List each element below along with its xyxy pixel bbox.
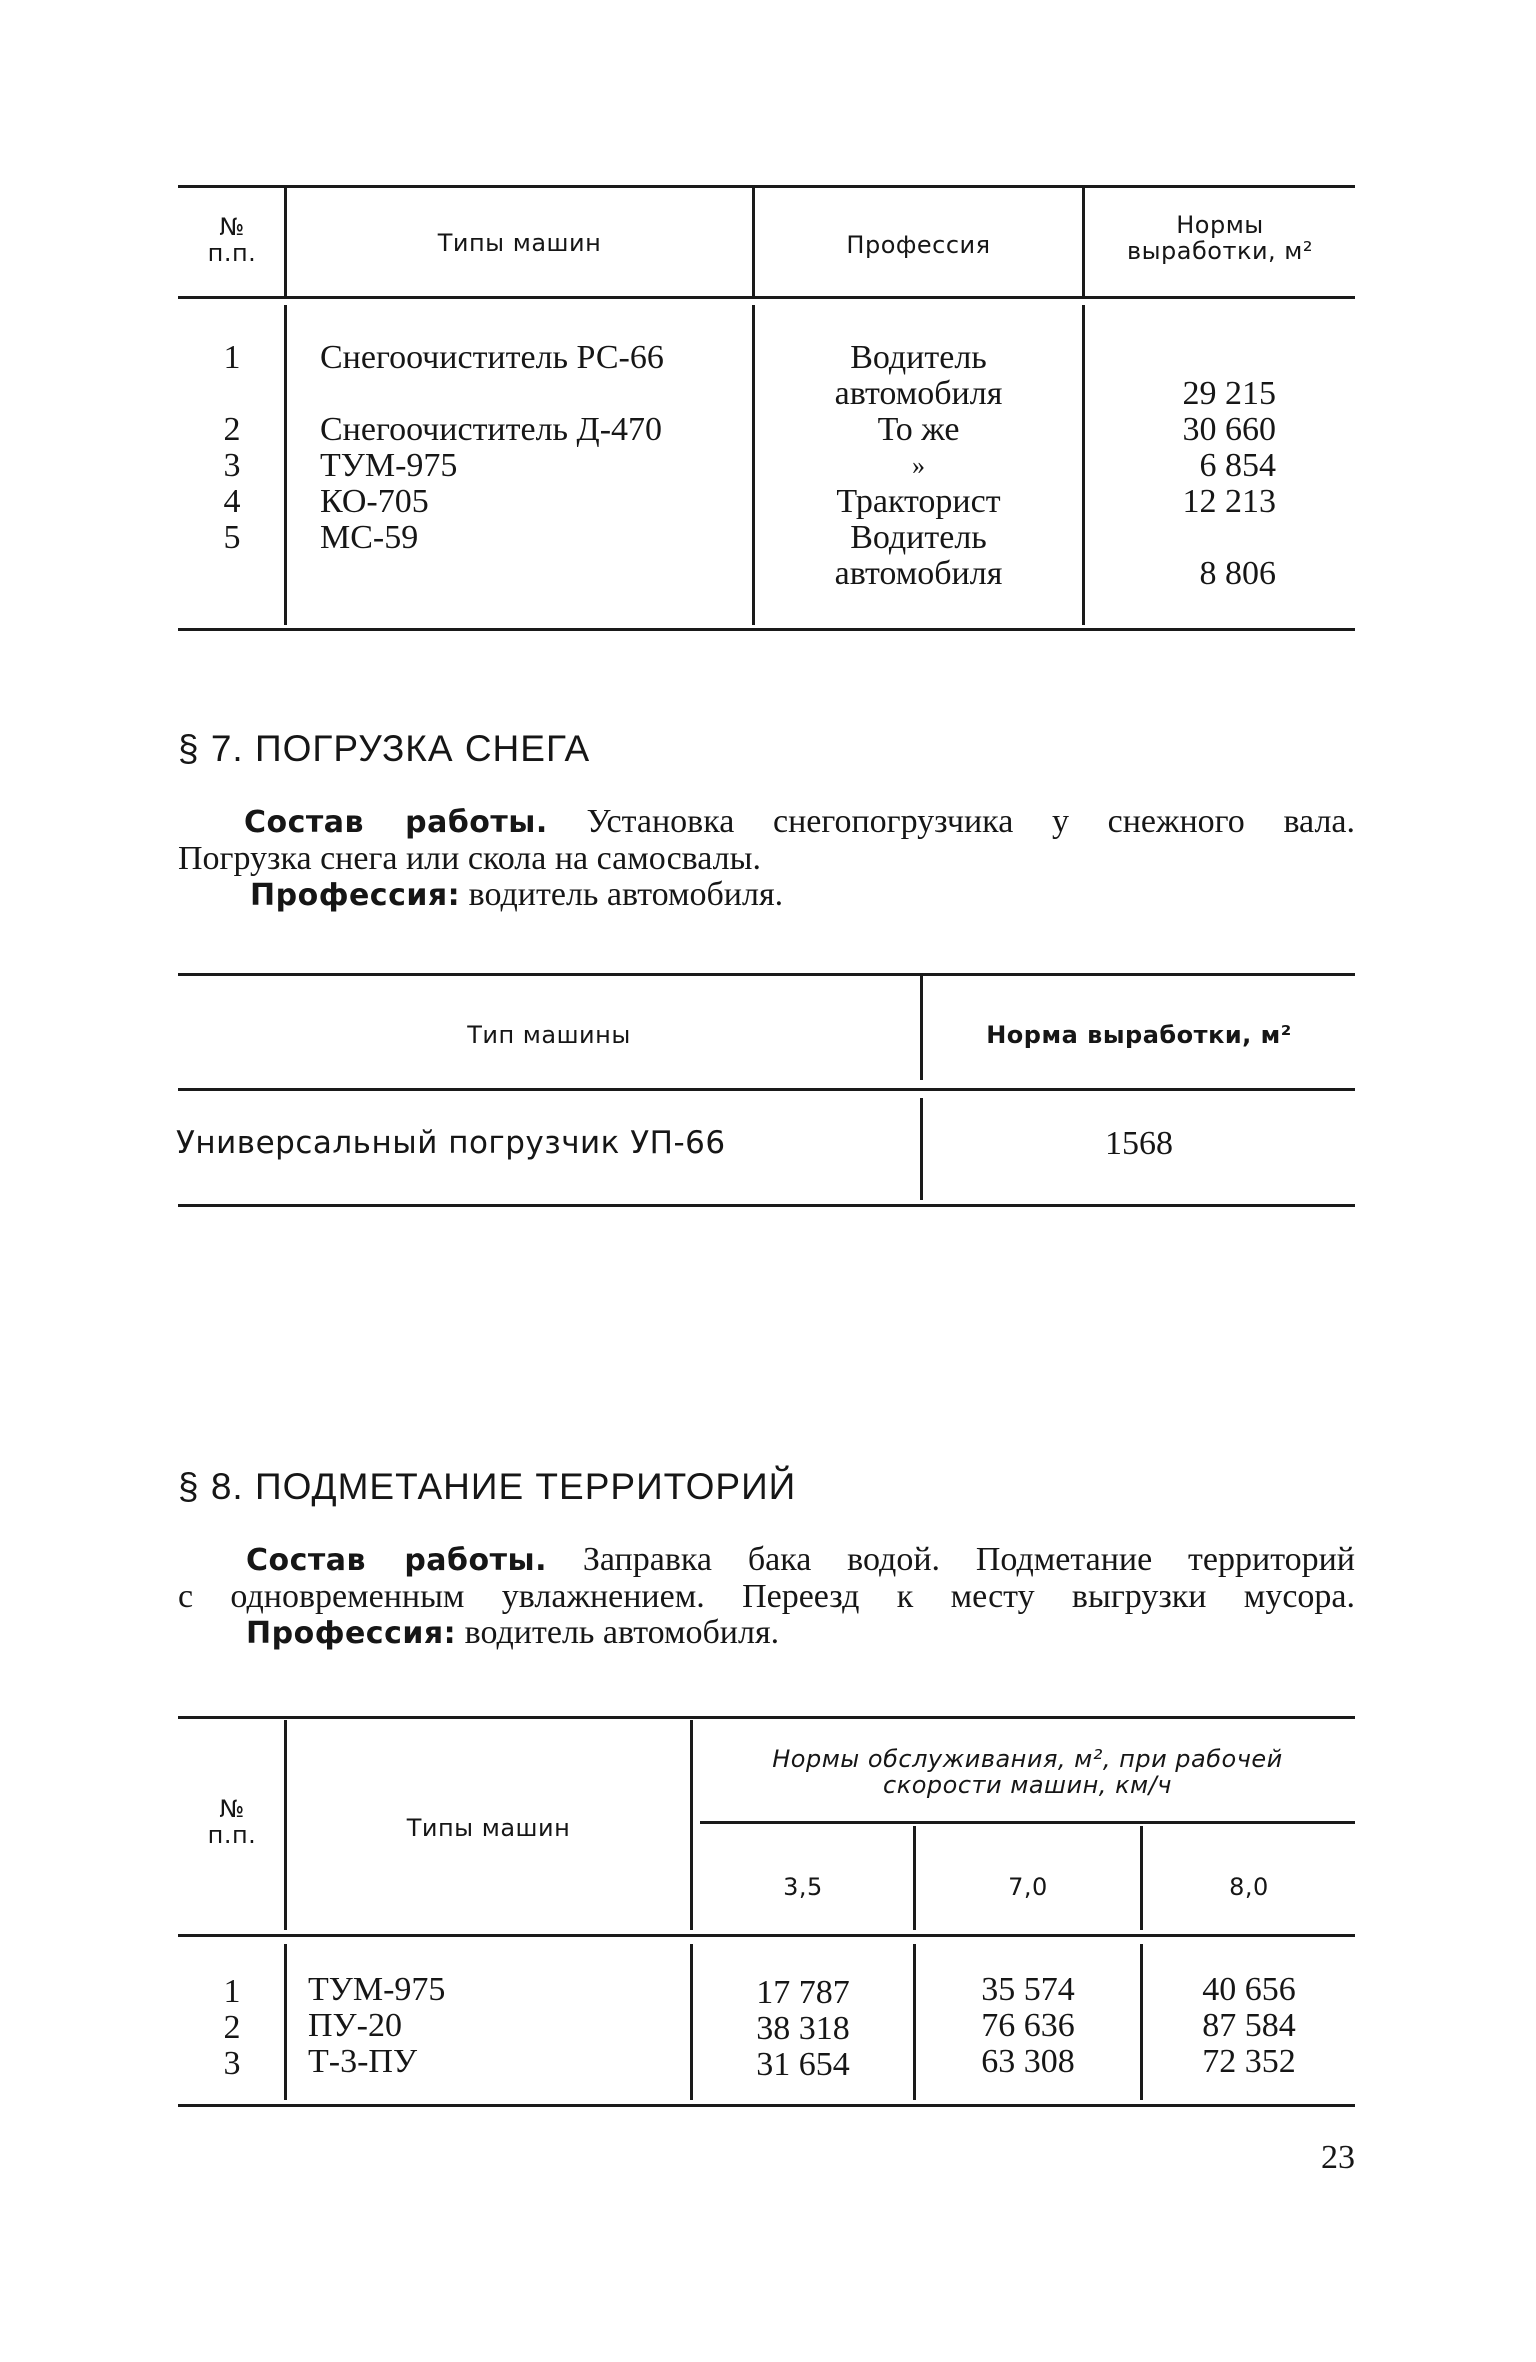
section-8-composition-label: Состав работы.: [246, 1543, 548, 1578]
table-1-row-number: 5: [223, 519, 241, 556]
table-3-row-number: 2: [223, 2009, 241, 2046]
section-7-composition-label: Состав работы.: [244, 805, 548, 840]
table-3-row-number: 3: [223, 2045, 241, 2082]
table-2-norm: 1568: [1105, 1125, 1173, 1162]
table-3-speed-8-0-column: [1143, 1972, 1355, 2080]
table-3-subheader-rule: [700, 1821, 1355, 1824]
table-3-value: 17 787: [756, 1974, 850, 2011]
table-3-value: 87 584: [1202, 2007, 1296, 2044]
table-3-speed-7-0-column: [916, 1972, 1140, 2080]
table-1-header-norm: Нормы выработки, м²: [1126, 211, 1314, 265]
table-1-machine: ТУМ-975: [320, 447, 458, 484]
table-3-value: 76 636: [981, 2007, 1075, 2044]
table-1-norm: 29 215: [1182, 375, 1276, 412]
section-7-profession-label: Профессия:: [250, 878, 461, 913]
table-1-top-rule: [178, 185, 1355, 188]
table-3-col-divider: [284, 1944, 287, 2100]
table-1-machine: Снегоочиститель Д-470: [320, 411, 663, 448]
table-3-value: 38 318: [756, 2010, 850, 2047]
table-3-header-speed: 3,5: [783, 1873, 823, 1901]
table-1-header-profession: Профессия: [846, 231, 991, 259]
table-3-row-number: 1: [223, 1973, 241, 2010]
section-8-composition-line-1: Заправка бака водой. Подметание территорий: [582, 1541, 1355, 1578]
table-1-col-divider: [284, 305, 287, 625]
table-3-top-rule: [178, 1716, 1355, 1719]
table-3-value: 40 656: [1202, 1971, 1296, 2008]
table-1-row-number: 2: [223, 411, 241, 448]
table-3-header-number: № п.п.: [207, 1795, 257, 1849]
table-1-norm: 6 854: [1199, 447, 1276, 484]
table-3-header-machine-type: Типы машин: [406, 1814, 571, 1842]
table-1-row-number: 1: [223, 339, 241, 376]
table-3-number-column: [180, 1974, 284, 2082]
table-1-profession: Водитель автомобиля: [834, 339, 1003, 412]
table-1-header-rule: [178, 296, 1355, 299]
table-1-profession: »: [912, 451, 925, 480]
table-3-machine-column: [308, 1972, 688, 2080]
table-1-norm: 8 806: [1199, 555, 1276, 592]
table-1-col-divider: [1082, 305, 1085, 625]
section-8-heading: § 8. ПОДМЕТАНИЕ ТЕРРИТОРИЙ: [178, 1466, 797, 1507]
section-7-heading: § 7. ПОГРУЗКА СНЕГА: [178, 728, 591, 769]
section-7-composition-line-1: Установка снегопогрузчика у снежного вала.: [586, 803, 1356, 840]
table-2-bottom-rule: [178, 1204, 1355, 1207]
table-1-machine: МС-59: [320, 519, 419, 556]
table-3-machine: ТУМ-975: [308, 1971, 446, 2008]
table-3-value: 31 654: [756, 2046, 850, 2083]
table-3-machine: Т-3-ПУ: [308, 2043, 418, 2080]
table-1-norm-column: [1090, 376, 1276, 592]
section-8-composition-line-2: с одновременным увлажнением. Переезд к месту выгрузки мусора.: [178, 1578, 1355, 1615]
table-2-machine: Универсальный погрузчик УП-66: [176, 1125, 726, 1161]
table-1-number-column: [180, 340, 284, 556]
page-number: 23: [1321, 2139, 1355, 2176]
table-2-header-norm: Норма выработки, м²: [986, 1021, 1292, 1049]
table-1-machine: Снегоочиститель РС-66: [320, 339, 664, 376]
table-3-machine: ПУ-20: [308, 2007, 402, 2044]
section-8-profession-label: Профессия:: [246, 1616, 457, 1651]
section-7-profession-text: водитель автомобиля.: [468, 876, 784, 913]
section-7-composition-line-2: Погрузка снега или скола на самосвалы.: [178, 840, 761, 877]
table-3-value: 63 308: [981, 2043, 1075, 2080]
table-3-header-rule: [178, 1934, 1355, 1937]
table-2-header-rule: [178, 1088, 1355, 1091]
table-2-top-rule: [178, 973, 1355, 976]
table-1-profession-column: [755, 340, 1082, 592]
table-3-speed-3-5-column: [693, 1975, 913, 2083]
section-8-text: [178, 1542, 1355, 1652]
section-8-profession-text: водитель автомобиля.: [464, 1614, 780, 1651]
table-1-row-number: 3: [223, 447, 241, 484]
table-2-header-machine-type: Тип машины: [467, 1021, 631, 1049]
table-1-machine-column: [320, 340, 745, 556]
table-1-header-number: № п.п.: [207, 213, 257, 267]
table-1-profession: То же: [877, 411, 960, 448]
table-1-header-machine-type: Типы машин: [437, 229, 602, 257]
table-3-bottom-rule: [178, 2104, 1355, 2107]
table-3-header-speed: 8,0: [1229, 1873, 1269, 1901]
table-1-profession: Водитель автомобиля: [834, 519, 1003, 592]
table-3-header-service-norms: Нормы обслуживания, м², при рабочей скорости машин, км/ч: [772, 1745, 1283, 1799]
table-3-value: 72 352: [1202, 2043, 1296, 2080]
table-3-header-speed: 7,0: [1008, 1873, 1048, 1901]
table-1-row-number: 4: [223, 483, 241, 520]
table-1-norm: 12 213: [1182, 483, 1276, 520]
table-3-value: 35 574: [981, 1971, 1075, 2008]
table-1-machine: КО-705: [320, 483, 429, 520]
table-1-profession: Тракторист: [836, 483, 1001, 520]
table-1-norm: 30 660: [1182, 411, 1276, 448]
table-1-bottom-rule: [178, 628, 1355, 631]
section-7-text: [178, 804, 1355, 914]
